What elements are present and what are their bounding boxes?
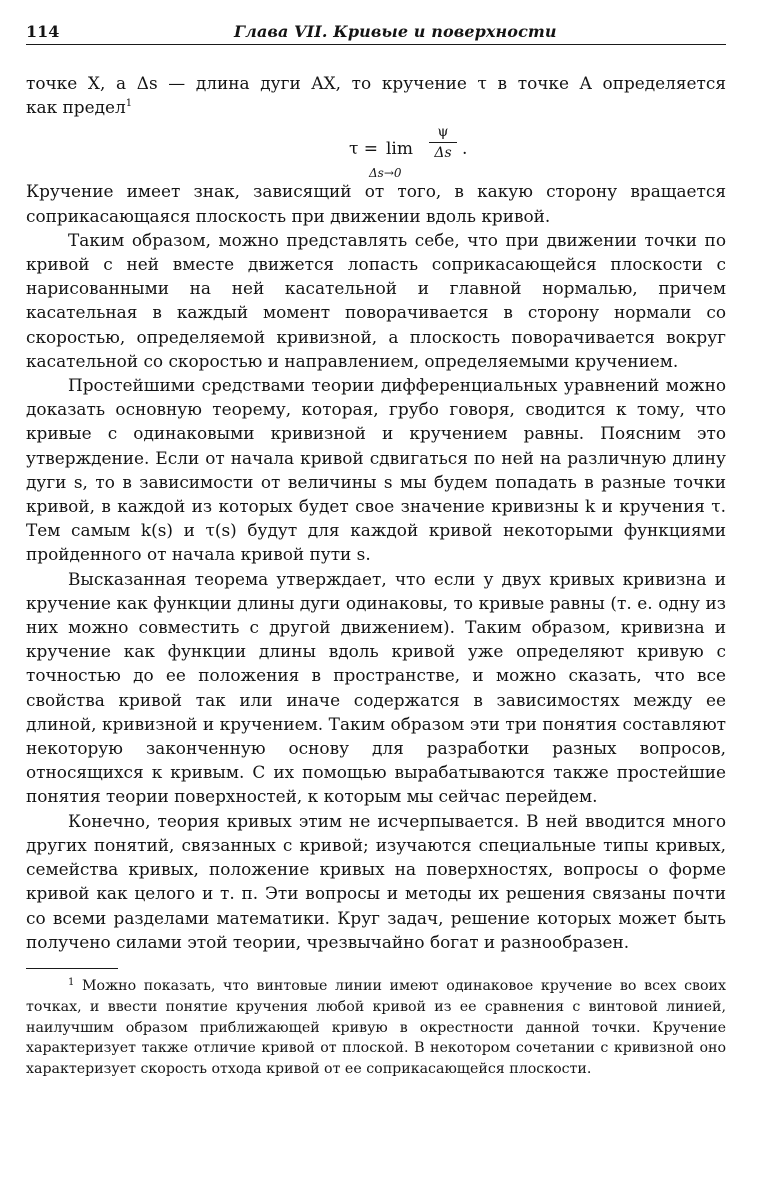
page-number: 114	[26, 22, 60, 41]
formula-lhs: τ =	[349, 139, 379, 160]
intro-line-1: точке X, а Δs — длина дуги AX, то кручение τ в точке A определяется	[26, 73, 726, 93]
formula-period: .	[462, 139, 468, 160]
footnote-ref[interactable]: 1	[125, 98, 133, 110]
book-page	[26, 16, 726, 1186]
footnote-marker: 1	[68, 976, 75, 988]
formula-denominator: Δs	[434, 145, 452, 162]
formula-lim: lim	[386, 139, 413, 160]
page-body	[26, 71, 726, 1080]
intro-line-2	[26, 95, 726, 119]
torsion-formula	[26, 119, 726, 179]
formula-numerator: ψ	[437, 124, 449, 141]
paragraph-3: Простейшими средствами теории дифференциальных уравнений можно доказать основную теорему, которая, грубо говоря, сводится к тому, что кривые с одинаковыми кривизной и кручением равны. Поясним это утверждение. Если от начала кривой сдвигаться по ней на различную длину дуги s, то в зависимости от величины s мы будем попадать в разные точки кривой, в каждой из которых будет свое значение кривизны k и кручения τ. Тем самым k(s) и τ(s) будут для каждой кривой некоторыми функциями пройденного от начала кривой пути s.	[26, 375, 726, 565]
fraction-bar	[429, 142, 457, 143]
running-title: Глава VII. Кривые и поверхности	[234, 22, 557, 41]
footnote-rule	[26, 968, 118, 969]
intro-line-2-text: как предел	[26, 97, 126, 118]
formula-limit-subscript: Δs→0	[369, 166, 402, 181]
paragraph-4: Высказанная теорема утверждает, что если у двух кривых кривизна и кручение как функции длины дуги одинаковы, то кривые равны (т. е. одну из них можно совместить с другой движением). Таким образом, кривизна и кручение как функции длины вдоль кривой уже определяют кривую с точностью до ее положения в пространстве, и можно сказать, что все свойства кривой так или иначе содержатся в зависимостях между ее длиной, кривизной и кручением. Таким образом эти три понятия составляют некоторую законченную основу для разработки разных вопросов, относящихся к кривым. С их помощью вырабатываются также простейшие понятия теории поверхностей, к которым мы сейчас перейдем.	[26, 568, 726, 807]
paragraph-1: Кручение имеет знак, зависящий от того, в какую сторону вращается соприкасающаяся плоскость при движении вдоль кривой.	[26, 181, 726, 226]
footnote	[26, 973, 726, 1080]
running-header	[26, 16, 726, 45]
paragraph-2: Таким образом, можно представлять себе, что при движении точки по кривой с ней вместе движется лопасть соприкасающейся плоскости с нарисованными на ней касательной и главной нормалью, причем касательная в каждый момент поворачивается в сторону нормали со скоростью, определяемой кривизной, а плоскость поворачивается вокруг касательной со скоростью и направлением, определяемыми кручением.	[26, 229, 726, 371]
formula-fraction	[429, 123, 457, 162]
footnote-text: Можно показать, что винтовые линии имеют одинаковое кручение во всех своих точках, и ввести понятие кручения любой кривой из ее сравнения с винтовой линией, наилучшим образом приближающей кривую в окрестности данной точки. Кручение характеризует также отличие кривой от плоской. В некотором сочетании с кривизной оно характеризует скорость отхода кривой от ее соприкасающейся плоскости.	[26, 977, 726, 1078]
paragraph-5: Конечно, теория кривых этим не исчерпывается. В ней вводится много других понятий, связанных с кривой; изучаются специальные типы кривых, семейства кривых, положение кривых на поверхностях, вопросы о форме кривой как целого и т. п. Эти вопросы и методы их решения связаны почти со всеми разделами математики. Круг задач, решение которых может быть получено силами этой теории, чрезвычайно богат и разнообразен.	[26, 810, 726, 952]
